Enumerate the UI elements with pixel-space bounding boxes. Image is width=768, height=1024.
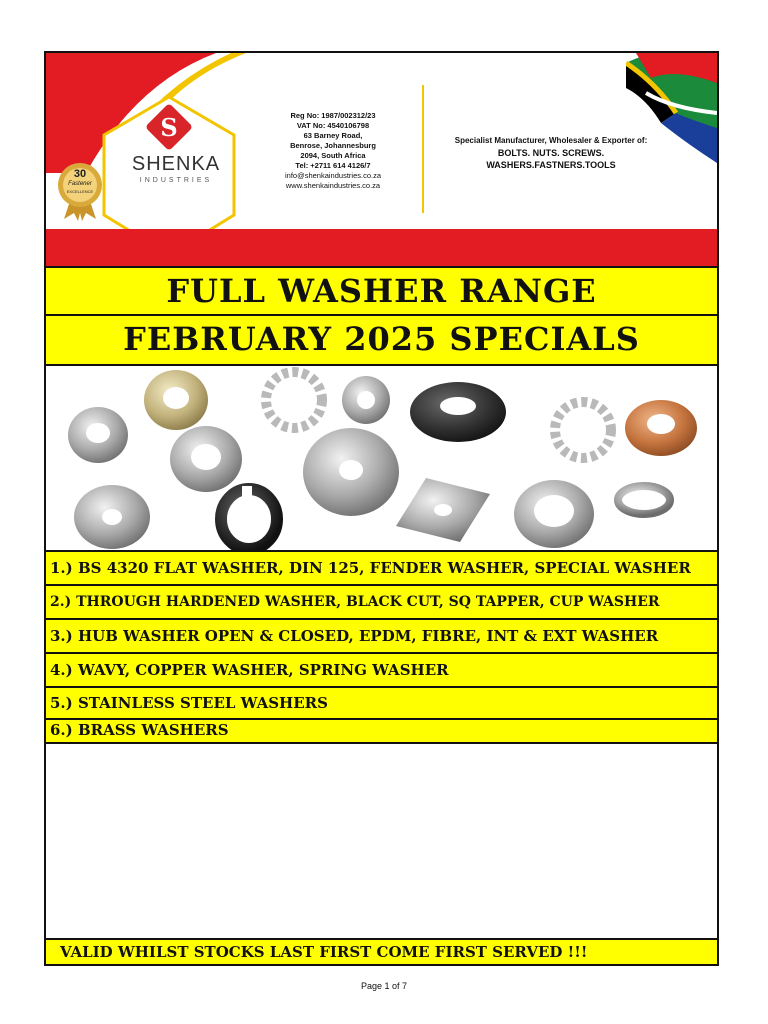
email: info@shenkaindustries.co.za [285,171,381,180]
item-row-2: 2.) THROUGH HARDENED WASHER, BLACK CUT, SQ TAPPER, CUP WASHER [46,586,717,620]
external-tooth-washer-icon [266,372,322,428]
blank-area [46,744,717,940]
cup-washer-icon [514,480,594,548]
brass-cup-washer-icon [144,370,208,430]
item-row-5: 5.) STAINLESS STEEL WASHERS [46,688,717,720]
item-row-1: 1.) BS 4320 FLAT WASHER, DIN 125, FENDER WASHER, SPECIAL WASHER [46,552,717,586]
contact-block [258,111,408,191]
svg-text:S: S [160,113,178,142]
address-line-3: 2094, South Africa [300,151,366,160]
internal-tooth-washer-icon [555,402,611,458]
reg-number: Reg No: 1987/002312/23 [290,111,376,120]
item-row-6: 6.) BRASS WASHERS [46,720,717,744]
letterhead [46,53,717,239]
fender-washer-icon [303,428,399,516]
badge-number: 30 [73,168,87,180]
south-africa-flag-icon [626,53,717,163]
item-row-3: 3.) HUB WASHER OPEN & CLOSED, EPDM, FIBRE, INT & EXT WASHER [46,620,717,654]
header-red-bar [46,229,717,266]
page-number: Page 1 of 7 [360,981,408,991]
address-line-2: Benrose, Johannesburg [290,141,376,150]
vat-number: VAT No: 4540106798 [296,121,370,130]
header-divider [422,85,424,213]
epdm-washer-icon [74,485,150,549]
item-row-4: 4.) WAVY, COPPER WASHER, SPRING WASHER [46,654,717,688]
starlock-washer-icon [342,376,390,424]
tagline: Specialist Manufacturer, Wholesaler & Exporter of: [454,136,648,145]
title-line-1: FULL WASHER RANGE [46,268,717,316]
telephone: Tel: +2711 614 4126/7 [295,161,371,170]
badge-text: Fastener [68,181,92,187]
washer-collage [46,366,717,550]
flat-washer-icon [68,407,128,463]
validity-notice: VALID WHILST STOCKS LAST FIRST COME FIRST SERVED !!! [46,940,717,964]
website: www.shenkaindustries.co.za [285,181,381,190]
products-line-1: BOLTS. NUTS. SCREWS. [497,148,605,158]
black-spring-washer-icon [221,486,277,549]
thick-flat-washer-icon [170,426,242,492]
washer-images [46,366,717,552]
company-subtitle: INDUSTRIES [139,177,213,184]
document-frame [44,51,719,966]
square-washer-icon [396,478,490,542]
black-hardened-washer-icon [410,382,506,442]
badge-sub: EXCELLENCE [66,189,94,194]
products-line-2: WASHERS.FASTNERS.TOOLS [486,160,616,170]
title-line-2: FEBRUARY 2025 SPECIALS [46,316,717,366]
address-line-1: 63 Barney Road, [303,131,363,140]
company-name: SHENKA [131,153,221,175]
copper-washer-icon [625,400,697,456]
spring-washer-icon [618,486,670,514]
